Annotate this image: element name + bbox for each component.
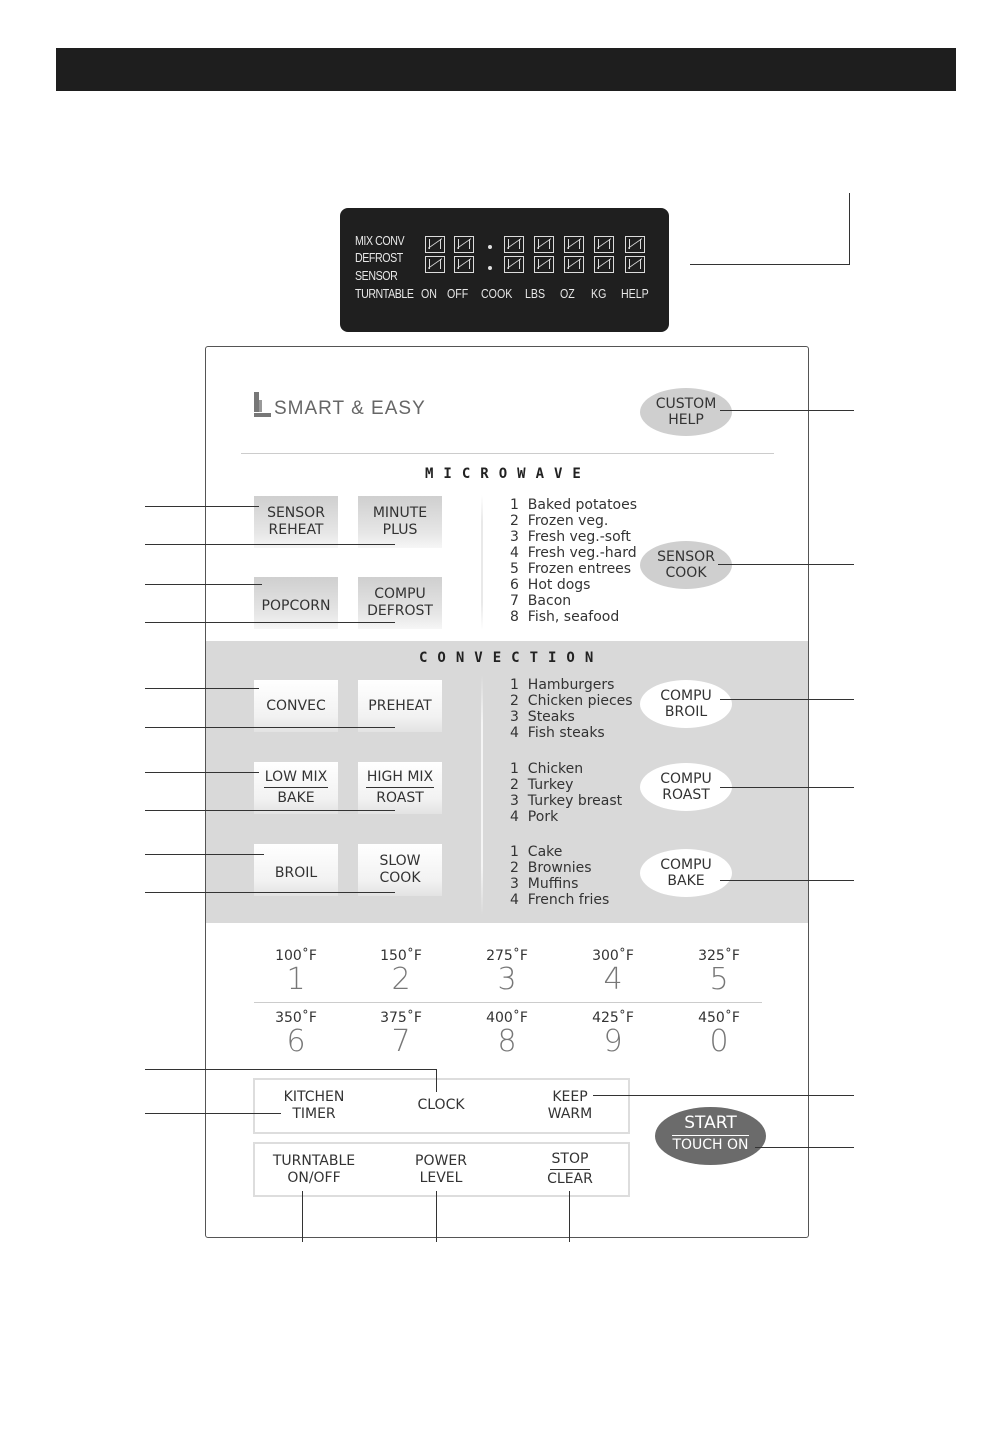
minute-plus-button[interactable]: MINUTE PLUS <box>358 496 442 548</box>
digit-0-button[interactable]: 0 <box>709 1024 729 1059</box>
microwave-title: MICROWAVE <box>425 466 591 482</box>
display-indicator-defrost: DEFROST <box>355 251 403 265</box>
digit-1-button[interactable]: 1 <box>286 962 306 997</box>
display-label-kg: KG <box>591 287 607 301</box>
divider <box>481 495 483 630</box>
header-bar <box>56 48 956 91</box>
display-label-on: ON <box>421 287 437 301</box>
display-label-help: HELP <box>621 287 649 301</box>
compu-broil-button[interactable]: COMPU BROIL <box>640 680 732 728</box>
digit-4-button[interactable]: 4 <box>603 962 623 997</box>
kitchen-timer-button[interactable]: KITCHEN TIMER <box>283 1089 345 1122</box>
compu-defrost-button[interactable]: COMPU DEFROST <box>358 577 442 629</box>
logo-icon <box>253 392 273 418</box>
sensor-cook-button[interactable]: SENSOR COOK <box>640 541 732 589</box>
divider <box>481 675 483 915</box>
slow-cook-button[interactable]: SLOW COOK <box>358 844 442 896</box>
digit-2-button[interactable]: 2 <box>391 962 411 997</box>
display-label-off: OFF <box>447 287 469 301</box>
preheat-button[interactable]: PREHEAT <box>358 680 442 732</box>
convection-title: CONVECTION <box>419 650 604 666</box>
divider <box>254 1002 762 1003</box>
compu-roast-button[interactable]: COMPU ROAST <box>640 763 732 811</box>
sensor-reheat-button[interactable]: SENSOR REHEAT <box>254 496 338 548</box>
display-indicator-turntable: TURNTABLE <box>355 287 414 301</box>
display-indicator-mix-conv: MIX CONV <box>355 234 405 248</box>
clock-button[interactable]: CLOCK <box>417 1097 465 1113</box>
convec-button[interactable]: CONVEC <box>254 680 338 732</box>
turntable-onoff-button[interactable]: TURNTABLE ON/OFF <box>272 1153 356 1186</box>
low-mix-bake-button[interactable]: LOW MIX BAKE <box>254 762 338 814</box>
digit-3-button[interactable]: 3 <box>497 962 517 997</box>
digit-9-button[interactable]: 9 <box>603 1024 623 1059</box>
display-indicator-sensor: SENSOR <box>355 269 398 283</box>
digit-5-button[interactable]: 5 <box>709 962 729 997</box>
lcd-display <box>340 208 669 332</box>
digit-8-button[interactable]: 8 <box>497 1024 517 1059</box>
broil-button[interactable]: BROIL <box>254 844 338 896</box>
brand-logo-text: SMART & EASY <box>274 398 426 419</box>
start-touch-on-button[interactable]: START TOUCH ON <box>655 1107 766 1165</box>
custom-help-button[interactable]: CUSTOM HELP <box>640 388 732 436</box>
display-label-cook: COOK <box>481 287 513 301</box>
divider <box>241 453 774 454</box>
popcorn-button[interactable]: POPCORN <box>254 577 338 629</box>
digit-7-button[interactable]: 7 <box>391 1024 411 1059</box>
stop-clear-button[interactable]: STOP CLEAR <box>547 1151 593 1187</box>
display-label-lbs: LBS <box>525 287 546 301</box>
keep-warm-button[interactable]: KEEP WARM <box>547 1089 593 1122</box>
high-mix-roast-button[interactable]: HIGH MIX ROAST <box>358 762 442 814</box>
compu-bake-button[interactable]: COMPU BAKE <box>640 849 732 897</box>
power-level-button[interactable]: POWER LEVEL <box>415 1153 467 1186</box>
display-label-oz: OZ <box>560 287 575 301</box>
digit-6-button[interactable]: 6 <box>286 1024 306 1059</box>
